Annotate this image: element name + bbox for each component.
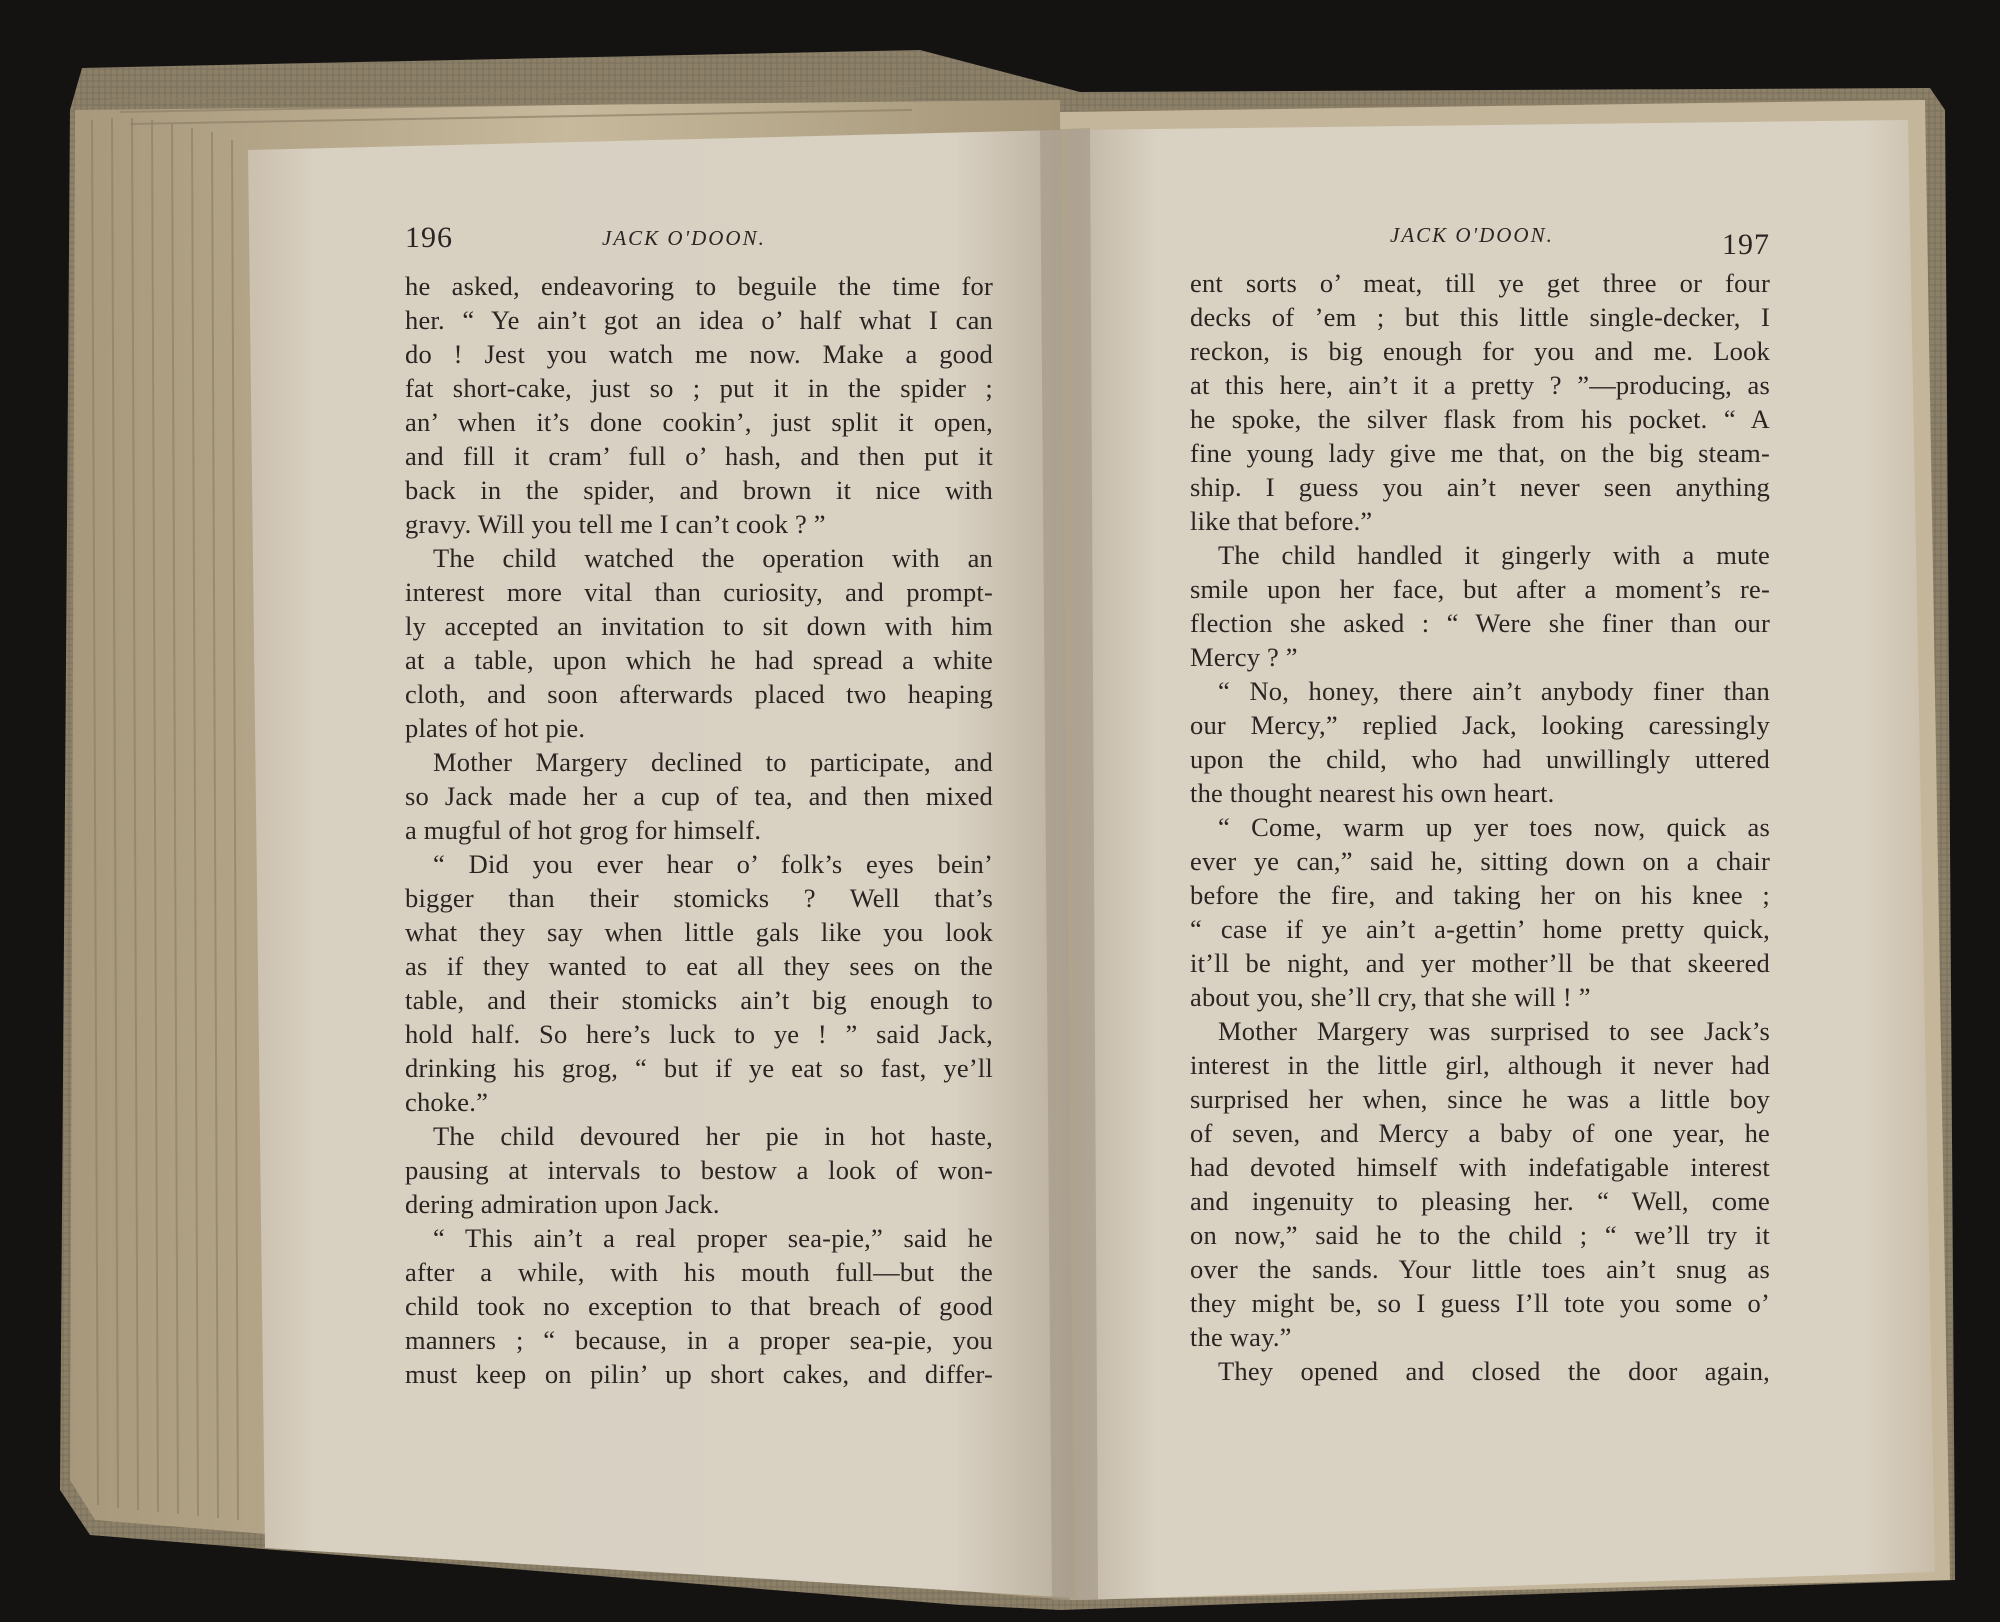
text-line: bigger than their stomicks ? Well that’s [405,883,993,913]
text-line: a mugful of hot grog for himself. [405,815,762,845]
text-line: flection she asked : “ Were she finer than our [1190,608,1770,638]
text-line: the way.” [1190,1322,1292,1352]
left-page [405,215,993,1391]
text-line: Mother Margery was surprised to see Jack’s [1218,1016,1770,1046]
text-line: ship. I guess you ain’t never seen anything [1190,472,1770,502]
text-line: The child handled it gingerly with a mute [1218,540,1770,570]
text-line: ever ye can,” said he, sitting down on a chair [1190,846,1770,876]
text-line: decks of ’em ; but this little single-decker, I [1190,302,1770,332]
text-line: what they say when little gals like you look [405,917,993,947]
text-line: table, and their stomicks ain’t big enough to [405,985,993,1015]
text-line: back in the spider, and brown it nice with [405,475,993,505]
text-line: surprised her when, since he was a little boy [1190,1084,1770,1114]
text-line: dering admiration upon Jack. [405,1189,720,1219]
text-line: at a table, upon which he had spread a white [405,645,993,675]
text-line: cloth, and soon afterwards placed two heaping [405,679,993,709]
text-line: he spoke, the silver flask from his pocket. “ A [1190,404,1770,434]
text-line: our Mercy,” replied Jack, looking caressingly [1190,710,1770,740]
text-line: child took no exception to that breach of good [405,1291,993,1321]
text-line: as if they wanted to eat all they sees on the [405,951,993,981]
text-line: manners ; “ because, in a proper sea-pie, you [405,1325,993,1355]
text-line: ly accepted an invitation to sit down with him [405,611,993,641]
text-line: he asked, endeavoring to beguile the time for [405,271,993,301]
text-line: smile upon her face, but after a moment’s re- [1190,574,1770,604]
right-page-number: 197 [1722,228,1770,261]
text-line: before the fire, and taking her on his knee ; [1190,880,1770,910]
right-running-head [1190,212,1770,261]
text-line: plates of hot pie. [405,713,586,743]
text-line: an’ when it’s done cookin’, just split it open, [405,407,993,437]
text-line: it’ll be night, and yer mother’ll be that skeered [1190,948,1770,978]
left-page-number: 196 [405,221,453,254]
text-line: about you, she’ll cry, that she will ! ” [1190,982,1591,1012]
text-line: must keep on pilin’ up short cakes, and differ- [405,1359,993,1389]
text-line: gravy. Will you tell me I can’t cook ? ” [405,509,826,539]
text-line: and ingenuity to pleasing her. “ Well, come [1190,1186,1770,1216]
text-line: drinking his grog, “ but if ye eat so fast, ye’ll [405,1053,993,1083]
text-line: the thought nearest his own heart. [1190,778,1555,808]
text-line: ent sorts o’ meat, till ye get three or four [1190,268,1770,298]
text-line: “ No, honey, there ain’t anybody finer than [1218,676,1770,706]
text-line: they might be, so I guess I’ll tote you some o’ [1190,1288,1770,1318]
text-line: so Jack made her a cup of tea, and then mixed [405,781,993,811]
left-running-title: JACK O'DOON. [602,226,766,250]
text-line: hold half. So here’s luck to ye ! ” said Jack, [405,1019,993,1049]
text-line: on now,” said he to the child ; “ we’ll try it [1190,1220,1770,1250]
text-line: interest in the little girl, although it never had [1190,1050,1770,1080]
text-line: had devoted himself with indefatigable interest [1190,1152,1770,1182]
text-line: Mercy ? ” [1190,642,1298,672]
text-line: “ This ain’t a real proper sea-pie,” said he [433,1223,993,1253]
right-running-title: JACK O'DOON. [1390,223,1554,247]
right-page-body [1190,266,1770,1388]
text-line: after a while, with his mouth full—but the [405,1257,993,1287]
text-line: and fill it cram’ full o’ hash, and then put it [405,441,993,471]
text-line: over the sands. Your little toes ain’t snug as [1190,1254,1770,1284]
text-line: choke.” [405,1087,489,1117]
text-line: upon the child, who had unwillingly uttered [1190,744,1770,774]
text-line: The child watched the operation with an [433,543,993,573]
text-line: like that before.” [1190,506,1373,536]
text-line: The child devoured her pie in hot haste, [433,1121,993,1151]
text-line: at this here, ain’t it a pretty ? ”—producing, as [1190,370,1770,400]
text-line: “ Did you ever hear o’ folk’s eyes bein’ [433,849,993,879]
text-line: her. “ Ye ain’t got an idea o’ half what I can [405,305,993,335]
text-line: “ case if ye ain’t a-gettin’ home pretty quick, [1190,914,1770,944]
left-page-body [405,269,993,1391]
text-line: interest more vital than curiosity, and prompt- [405,577,993,607]
text-line: reckon, is big enough for you and me. Look [1190,336,1770,366]
right-page [1190,212,1770,1388]
text-line: fat short-cake, just so ; put it in the spider ; [405,373,993,403]
left-running-head [405,215,993,261]
text-line: do ! Jest you watch me now. Make a good [405,339,993,369]
text-line: “ Come, warm up yer toes now, quick as [1218,812,1770,842]
text-line: fine young lady give me that, on the big steam- [1190,438,1770,468]
text-line: Mother Margery declined to participate, and [433,747,993,777]
text-line: pausing at intervals to bestow a look of won- [405,1155,993,1185]
text-line: They opened and closed the door again, [1218,1356,1770,1386]
text-line: of seven, and Mercy a baby of one year, he [1190,1118,1770,1148]
